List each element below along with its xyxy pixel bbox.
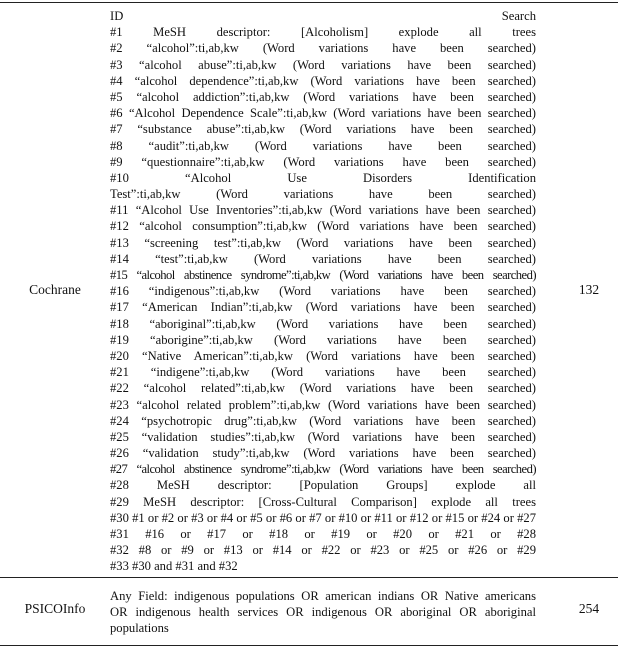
top-rule	[0, 2, 618, 3]
bottom-rule	[0, 645, 618, 646]
search-line: #22 “alcohol related”:ti,ab,kw (Word variations have been searched)	[110, 381, 536, 396]
search-line: OR indigenous health services OR indigenous OR aboriginal OR aboriginal	[110, 605, 536, 620]
result-count-psicoinfo: 254	[578, 601, 600, 616]
search-line: Any Field: indigenous populations OR american indians OR Native americans	[110, 589, 536, 603]
search-line: #28 MeSH descriptor: [Population Groups] explode all	[110, 478, 536, 493]
row-divider	[0, 577, 618, 578]
search-line: ID Search	[110, 9, 536, 23]
psicoinfo-search-strategy	[110, 588, 536, 637]
search-line: #8 “audit”:ti,ab,kw (Word variations have been searched)	[110, 138, 536, 153]
search-line: #20 “Native American”:ti,ab,kw (Word variations have been searched)	[110, 348, 536, 363]
search-line: #29 MeSH descriptor: [Cross-Cultural Comparison] explode all trees	[110, 494, 536, 509]
search-line: #4 “alcohol dependence”:ti,ab,kw (Word variations have been searched)	[110, 73, 536, 88]
database-name-cochrane: Cochrane	[29, 282, 81, 297]
search-line: #10 “Alcohol Use Disorders Identification	[110, 170, 536, 185]
search-line: #17 “American Indian”:ti,ab,kw (Word variations have been searched)	[110, 300, 536, 315]
search-line: #23 “alcohol related problem”:ti,ab,kw (Word variations have been searched)	[110, 397, 536, 412]
search-line: #31 #16 or #17 or #18 or #19 or #20 or #21 or #28	[110, 527, 536, 541]
search-line: #12 “alcohol consumption”:ti,ab,kw (Word variations have been searched)	[110, 219, 536, 234]
search-line: #5 “alcohol addiction”:ti,ab,kw (Word variations have been searched)	[110, 89, 536, 104]
search-line: #9 “questionnaire”:ti,ab,kw (Word variations have been searched)	[110, 154, 536, 169]
search-line: #16 “indigenous”:ti,ab,kw (Word variations have been searched)	[110, 284, 536, 299]
cochrane-search-strategy	[110, 8, 536, 575]
search-line: #33 #30 and #31 and #32	[110, 559, 238, 574]
search-line: populations	[110, 621, 169, 636]
search-line: #32 #8 or #9 or #13 or #14 or #22 or #23 or #25 or #26 or #29	[110, 543, 536, 558]
search-line: #15 “alcohol abstinence syndrome”:ti,ab,kw (Word variations have been searched)	[110, 268, 536, 282]
search-line: #26 “validation study”:ti,ab,kw (Word variations have been searched)	[110, 446, 536, 461]
search-line: #1 MeSH descriptor: [Alcoholism] explode all trees	[110, 25, 536, 40]
search-line: #24 “psychotropic drug”:ti,ab,kw (Word variations have been searched)	[110, 413, 536, 428]
search-line: #3 “alcohol abuse”:ti,ab,kw (Word variations have been searched)	[110, 57, 536, 72]
search-line: #6 “Alcohol Dependence Scale”:ti,ab,kw (Word variations have been searched)	[110, 106, 536, 121]
result-count-cochrane: 132	[578, 282, 600, 297]
search-line: Test”:ti,ab,kw (Word variations have been searched)	[110, 187, 536, 202]
search-line: #27 “alcohol abstinence syndrome”:ti,ab,kw (Word variations have been searched)	[110, 462, 536, 477]
search-line: #30 #1 or #2 or #3 or #4 or #5 or #6 or #7 or #10 or #11 or #12 or #15 or #24 or #27	[110, 510, 536, 525]
search-line: #21 “indigene”:ti,ab,kw (Word variations have been searched)	[110, 365, 536, 380]
search-line: #25 “validation studies”:ti,ab,kw (Word variations have been searched)	[110, 429, 536, 444]
database-name-psicoinfo: PSICOInfo	[24, 601, 86, 616]
search-line: #11 “Alcohol Use Inventories”:ti,ab,kw (Word variations have been searched)	[110, 203, 536, 218]
search-line: #7 “substance abuse”:ti,ab,kw (Word variations have been searched)	[110, 122, 536, 137]
search-line: #18 “aboriginal”:ti,ab,kw (Word variations have been searched)	[110, 316, 536, 331]
search-line: #2 “alcohol”:ti,ab,kw (Word variations have been searched)	[110, 41, 536, 56]
search-line: #14 “test”:ti,ab,kw (Word variations have been searched)	[110, 251, 536, 266]
search-line: #19 “aborigine”:ti,ab,kw (Word variations have been searched)	[110, 332, 536, 347]
search-line: #13 “screening test”:ti,ab,kw (Word variations have been searched)	[110, 235, 536, 250]
